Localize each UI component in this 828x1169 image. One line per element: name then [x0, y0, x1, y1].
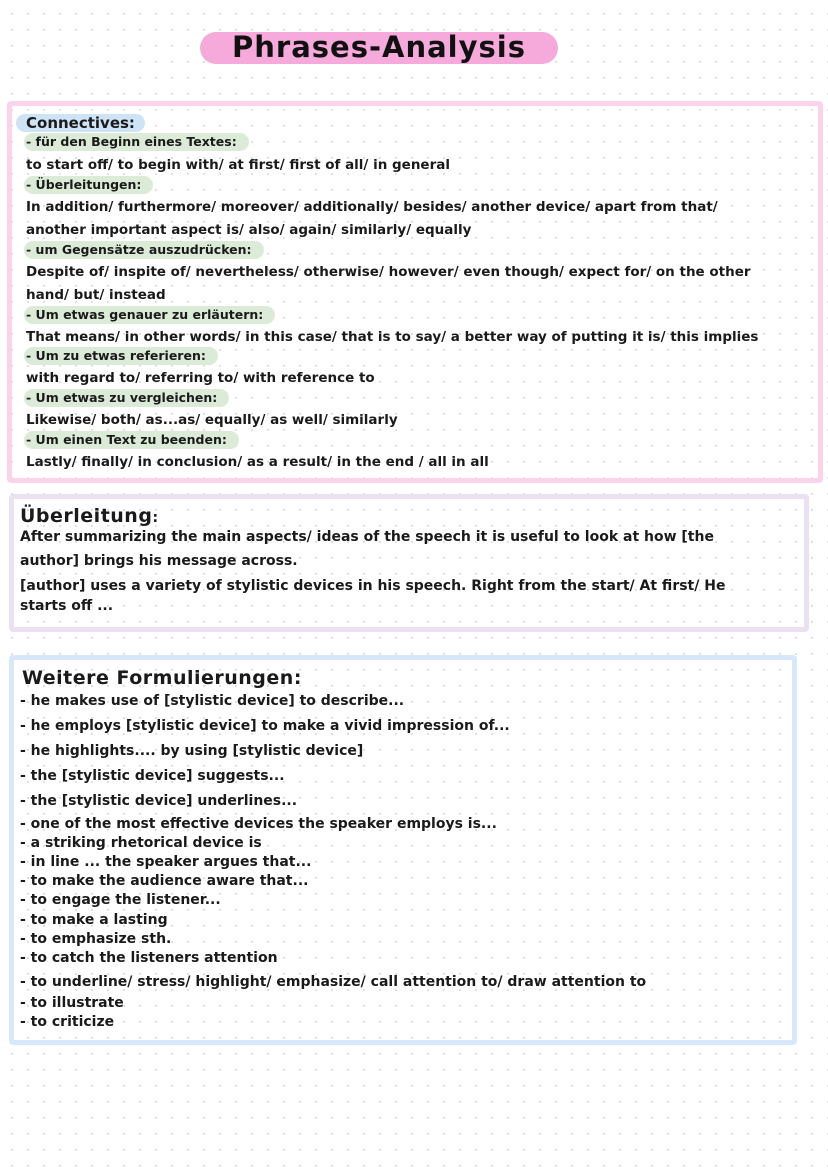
formulation-list-item: - to emphasize sth. — [20, 931, 172, 947]
connective-category-label: - Um einen Text zu beenden: — [26, 431, 239, 449]
formulation-list-item: - to engage the listener... — [20, 892, 221, 908]
transition-text-line: starts off ... — [20, 598, 114, 614]
formulation-list-item: - he makes use of [stylistic device] to describe... — [20, 693, 405, 709]
formulation-list-item: - in line ... the speaker argues that... — [20, 854, 312, 870]
connective-phrases-line: Likewise/ both/ as...as/ equally/ as well/ similarly — [26, 412, 398, 428]
connective-category-label: - Um etwas genauer zu erläutern: — [26, 306, 275, 324]
transition-text-line: [author] uses a variety of stylistic devices in his speech. Right from the start/ At first/ He — [20, 578, 726, 594]
connective-phrases-line: Lastly/ finally/ in conclusion/ as a result/ in the end / all in all — [26, 454, 489, 470]
formulation-list-item: - to underline/ stress/ highlight/ emphasize/ call attention to/ draw attention to — [20, 974, 647, 990]
connective-phrases-line: another important aspect is/ also/ again/ similarly/ equally — [26, 222, 472, 238]
formulation-list-item: - the [stylistic device] suggests... — [20, 768, 285, 784]
connective-category-label: - um Gegensätze auszudrücken: — [26, 241, 264, 259]
formulation-list-item: - the [stylistic device] underlines... — [20, 793, 298, 809]
connective-category-label: - Um zu etwas referieren: — [26, 347, 218, 365]
formulation-list-item: - to criticize — [20, 1014, 115, 1030]
connective-phrases-line: hand/ but/ instead — [26, 287, 166, 303]
connective-phrases-line: In addition/ furthermore/ moreover/ additionally/ besides/ another device/ apart from that/ — [26, 199, 718, 215]
connectives-heading: Connectives: — [26, 114, 145, 132]
connective-phrases-line: with regard to/ referring to/ with reference to — [26, 370, 375, 386]
connective-phrases-line: Despite of/ inspite of/ nevertheless/ otherwise/ however/ even though/ expect for/ on the other — [26, 264, 751, 280]
formulation-list-item: - to illustrate — [20, 995, 124, 1011]
connective-category-label: - für den Beginn eines Textes: — [26, 133, 249, 151]
transition-heading: Überleitung: — [20, 505, 159, 527]
formulations-heading: Weitere Formulierungen: — [22, 667, 302, 689]
transition-text-line: author] brings his message across. — [20, 553, 298, 569]
formulation-list-item: - he highlights.... by using [stylistic device] — [20, 743, 364, 759]
connective-category-label: - Überleitungen: — [26, 176, 153, 194]
formulation-list-item: - to make a lasting — [20, 912, 168, 928]
title-banner — [200, 32, 558, 64]
formulation-list-item: - one of the most effective devices the speaker employs is... — [20, 816, 497, 832]
formulation-list-item: - he employs [stylistic device] to make a vivid impression of... — [20, 718, 510, 734]
formulation-list-item: - to make the audience aware that... — [20, 873, 309, 889]
connective-phrases-line: to start off/ to begin with/ at first/ first of all/ in general — [26, 157, 450, 173]
page-title: Phrases-Analysis — [232, 30, 526, 64]
connective-category-label: - Um etwas zu vergleichen: — [26, 389, 229, 407]
formulation-list-item: - a striking rhetorical device is — [20, 835, 262, 851]
connective-phrases-line: That means/ in other words/ in this case/ that is to say/ a better way of putting it is/ this implies — [26, 329, 759, 345]
formulation-list-item: - to catch the listeners attention — [20, 950, 278, 966]
transition-text-line: After summarizing the main aspects/ ideas of the speech it is useful to look at how [the — [20, 529, 714, 545]
